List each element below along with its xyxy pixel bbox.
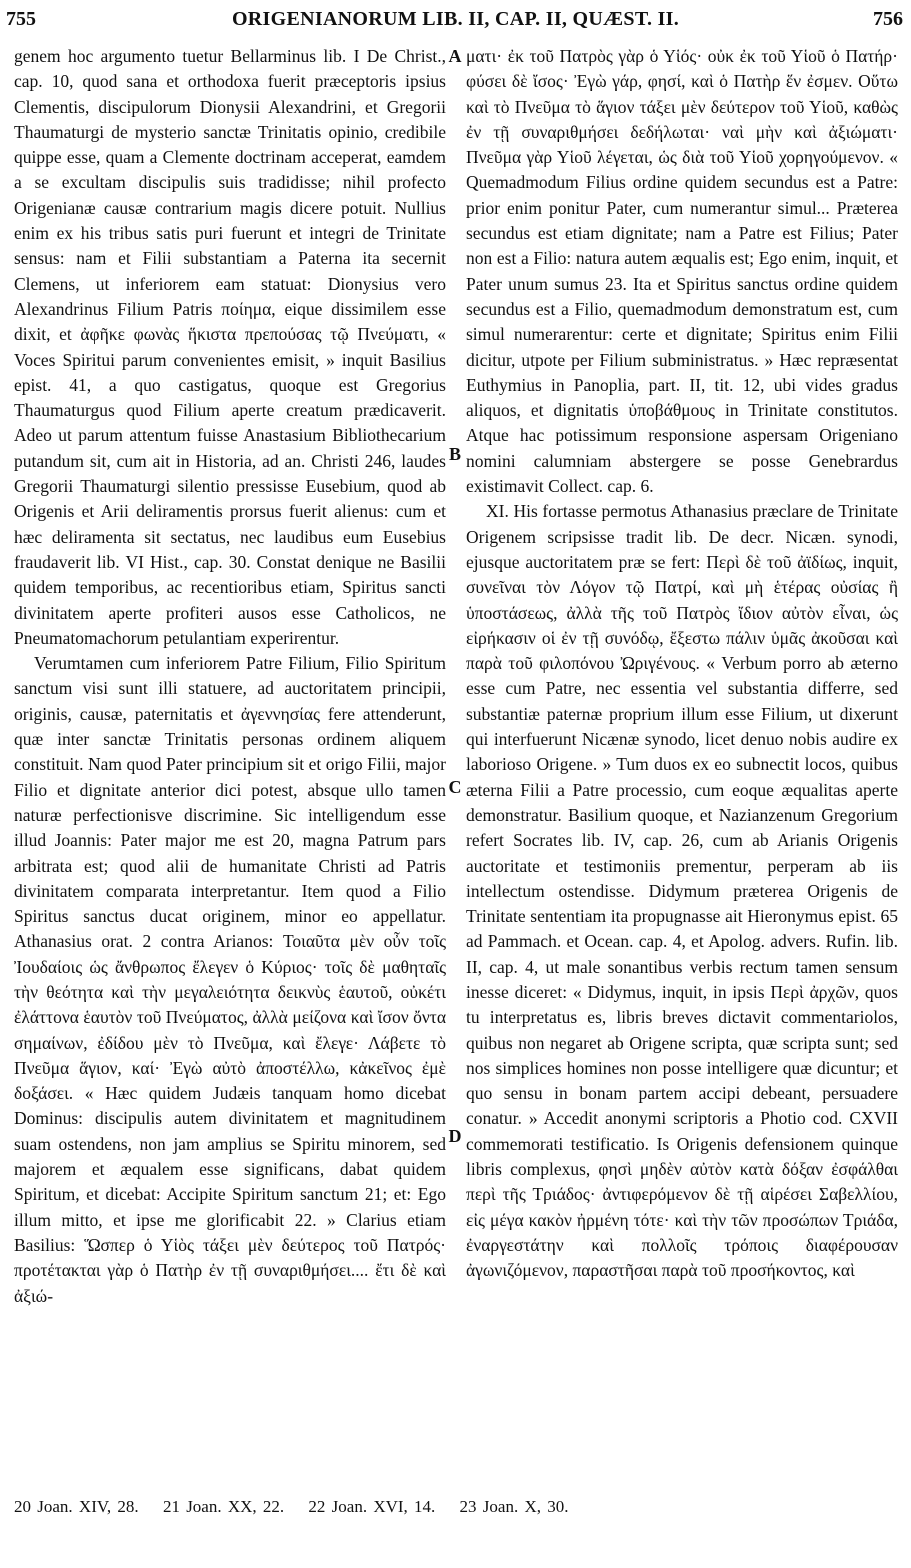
right-paragraph-1: ματι· ἐκ τοῦ Πατρὸς γὰρ ὁ Υἱός· οὐκ ἐκ τοῦ Υἱοῦ ὁ Πατήρ· φύσει δὲ ἴσος· Ἐγὼ γάρ, φησί, καὶ ὁ Πατὴρ ἕν ἐσμεν. Οὕτω καὶ τὸ Πνεῦμα τὸ ἅγιον τάξει μὲν δεύτερον τοῦ Υἱοῦ, καθὼς ἐν τῇ συναριθμήσει δεδήλωται· ναὶ μὴν καὶ ἀξιώματι· Πνεῦμα γὰρ Υἱοῦ λέγεται, ὡς διὰ τοῦ Υἱοῦ χορηγούμενον. « Quemadmodum Filius ordine quidem secundus est a Patre: prior enim ponitur Pater, cum numerantur simul... Præterea secundus est etiam dignitate; nam a Patre est Filius; Pater non est a Filio: natura autem æqualis est; Ego enim, inquit, et Pater unum sumus 23. Ita et Spiritus sanctus ordine quidem secundus est a Filio, quemadmodum demonstratum est, cum simul numerarentur: certe et dignitate; Spiritus enim Filii dicitur, utpote per Filium subministratus. » Hæc repræsentat Euthymius in Panoplia, part. II, tit. 12, ubi vides gradus aliquos, et dignitatis ὑποβάθμους in Trinitate constitutos. Atque hac potissimum responsione aspersam Origeniano nomini calumniam abstergere se posse Genebrardus existimavit Collect. cap. 6. bbox=[466, 46, 898, 497]
margin-marker-b: B bbox=[448, 444, 461, 464]
page-header bbox=[0, 0, 911, 40]
footnote-20: 20 Joan. XIV, 28. bbox=[14, 1497, 139, 1516]
footnote-23: 23 Joan. X, 30. bbox=[459, 1497, 569, 1516]
right-paragraph-2: XI. His fortasse permotus Athanasius præclare de Trinitate Origenem scripsisse tradit lib. De decr. Nicæn. synodi, ejusque auctoritatem præ se fert: Περὶ δὲ τοῦ ἀϊδίως, inquit, συνεῖναι τὸν Λόγον τῷ Πατρί, καὶ μὴ ἑτέρας οὐσίας ἢ ὑποστάσεως, ἀλλὰ τῆς τοῦ Πατρὸς ἴδιον αὐτὸν εἶναι, ὡς εἰρήκασιν οἱ ἐν τῇ συνόδῳ, ἔξεστω πάλιν ὑμᾶς ἀκοῦσαι καὶ παρὰ τοῦ φιλοπόνου Ὠριγένους. « Verbum porro ab æterno esse cum Patre, nec essentia vel substantia differre, sed substantiæ paternæ proprium illum esse Filium, ut dixerunt qui interfuerunt Nicænæ synodo, licet denuo nobis audire ex laborioso Origene. » Tum duos ex eo subnectit locos, quibus æterna Filii a Patre processio, cum eoque æqualitas aperte demonstratur. Basilium quoque, et Nazianzenum Gregorium refert Socrates lib. IV, cap. 26, cum ab Arianis Origenis auctoritate et testimoniis prementur, perperam ab iis intellectum ostendisse. Didymum præterea Origenis de Trinitate sententiam ita propugnasse ait Hieronymus epist. 65 ad Pammach. et Ocean. cap. 4, et Apolog. advers. Rufin. lib. II, cap. 4, ut male sonantibus verbis rectum tamen sensum inesse diceret: « Didymus, inquit, in ipsis Περὶ ἀρχῶν, quos tu interpretatus es, libris breves dictavit commentariolos, quibus non negaret ab Origene scripta, quæ scripta sunt; sed nos simplices homines non posse intelligere quæ dicuntur; et quo sensu in bonam partem accipi debeant, persuadere conatur. » Accedit anonymi scriptoris a Photio cod. CXVII commemorati testificatio. Is Origenis defensionem quinque libris complexus, φησὶ μηδὲν αὐτὸν κατὰ δόξαν ἐσφάλθαι περὶ τῆς Τριάδος· ἀντιφερόμενον δὲ τῇ αἱρέσει Σαβελλίου, εἰς μέγα κακὸν ἠρμένη τότε· καὶ τὴν τῶν προσώπων Τριάδα, ἐναργεστάτην καὶ πολλοῖς τρόποις διαφέρουσαν ἀγωνιζόμενον, παραστῆσαι παρὰ τοῦ προσήκοντος, καὶ bbox=[466, 501, 898, 1281]
left-paragraph-2: Verumtamen cum inferiorem Patre Filium, Filio Spiritum sanctum visi sunt illi statuere, ad auctoritatem principii, originis, causæ, paternitatis et ἀγεννησίας fere attenderunt, quæ inter sanctæ Trinitatis personas ordinem aliquem constituit. Nam quod Pater principium sit et origo Filii, major Filio et dignitate anterior dici potest, absque ullo tamen naturæ perfectionisve discrimine. Sic intelligendum esse illud Joannis: Pater major me est 20, magna Patrum pars arbitrata est; quod alii de humanitate Christi ad Patris divinitatem comparata interpretantur. Item quod a Filio Spiritus sanctus ducat originem, minor eo appellatur. Athanasius orat. 2 contra Arianos: Τοιαῦτα μὲν οὖν τοῖς Ἰουδαίοις ὡς ἄνθρωπος ἔλεγεν ὁ Κύριος· τοῖς δὲ μαθηταῖς τὴν θεότητα καὶ τὴν μεγαλειότητα δεικνὺς ἑαυτοῦ, οὐκέτι ἐλάττονα ἑαυτὸν τοῦ Πνεύματος, ἀλλὰ μείζονα καὶ ἴσον ὄντα σημαίνων, ἐδίδου μὲν τὸ Πνεῦμα, καὶ ἔλεγε· Λάβετε τὸ Πνεῦμα ἅγιον, καί· Ἐγὼ αὐτὸ ἀποστέλλω, κἀκεῖνος ἐμὲ δοξάσει. « Hæc quidem Judæis tanquam homo dicebat Dominus: discipulis autem divinitatem et magnitudinem suam ostendens, non jam amplius se Spiritu minorem, sed majorem et æqualem esse significans, dabat quidem Spiritum, et dicebat: Accipite Spiritum sanctum 21; et: Ego illum mitto, et ipse me glorificabit 22. » Clarius etiam Basilius: Ὥσπερ ὁ Υἱὸς τάξει μὲν δεύτερος τοῦ Πατρός· προτέτακται γὰρ ὁ Πατὴρ ἐν τῇ συναριθμήσει.... ἔτι δὲ καὶ ἀξιώ- bbox=[14, 653, 446, 1306]
footnote-22: 22 Joan. XVI, 14. bbox=[308, 1497, 436, 1516]
right-column bbox=[466, 44, 898, 1284]
left-paragraph-1: genem hoc argumento tuetur Bellarminus lib. I De Christ., cap. 10, quod sana et orthodoxa fuerit præceptoris ipsius Clementis, discipulorum Dionysii Alexandrini, et Gregorii Thaumaturgi de mysterio sanctæ Trinitatis opinio, credibile quippe esse, quam a Clemente doctrinam acceperat, eamdem a se excultam discipulis suis tradidisse; nihil profecto Origenianæ causæ contrarium magis dicere potuit. Nullius enim ex his tribus satis puri fuerunt et integri de Trinitate sensus: nam et Filii substantiam a Paterna ita secernit Clemens, ut inferiorem eam statuat: Dionysius vero Alexandrinus Filium Patris ποίημα, eique dissimilem esse dixit, et ἀφῆκε φωνὰς ἥκιστα πρεπούσας τῷ Πνεύματι, « Voces Spiritui parum convenientes emisit, » inquit Basilius epist. 41, a quo castigatus, quoque est Gregorius Thaumaturgus quod Filium aperte creatum prædicaverit. Adeo ut parum attentum fuisse Anastasium Bibliothecarium putandum sit, cum ait in Historia, ad an. Christi 246, laudes Gregorii Thaumaturgi silentio pressisse Eusebium, quod ab Origenis et Arii deliramentis prorsus fuerit alienus: cum et hæc deliramenta sit sectatus, nec laudibus eum Eusebius fraudaverit lib. VI Hist., cap. 30. Constat denique ne Basilii quidem temporibus, ac recentioribus etiam, Spiritus sancti divinitatem aperte profiteri ausos esse Catholicos, ne Pneumatomachorum petulantiam experirentur. bbox=[14, 46, 446, 648]
page-number-right: 756 bbox=[873, 8, 903, 30]
margin-marker-c: C bbox=[448, 777, 462, 797]
footnote-21: 21 Joan. XX, 22. bbox=[162, 1497, 285, 1516]
page-number-left: 755 bbox=[6, 8, 36, 30]
left-column bbox=[14, 44, 446, 1309]
margin-marker-d: D bbox=[448, 1126, 462, 1146]
running-title: ORIGENIANORUM LIB. II, CAP. II, QUÆST. II. bbox=[231, 8, 680, 30]
footnotes bbox=[14, 1497, 894, 1517]
margin-marker-a: A bbox=[448, 46, 462, 66]
